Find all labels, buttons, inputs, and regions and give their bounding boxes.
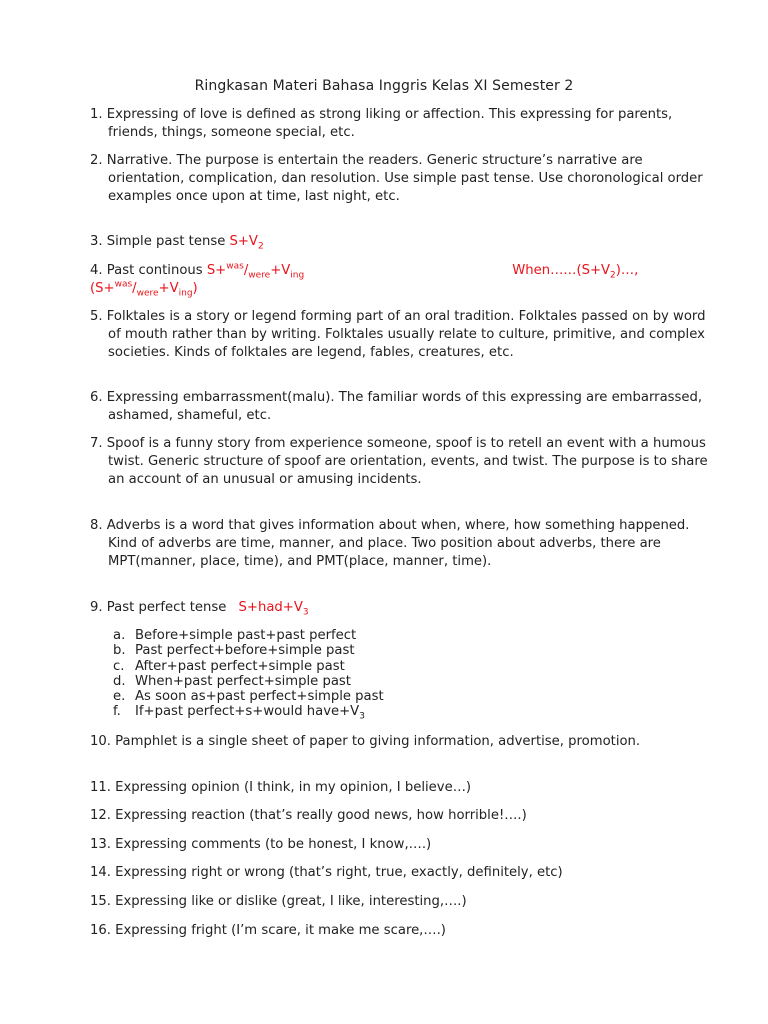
list-item-6: 6. Expressing embarrassment(malu). The familiar words of this expressing are embarrassed, ashamed, shameful, etc. bbox=[90, 390, 703, 423]
item-4-text: 4. Past continous bbox=[90, 263, 207, 278]
list-item-14: 14. Expressing right or wrong (that’s right, true, exactly, definitely, etc) bbox=[90, 865, 563, 880]
sub-item-d: d. When+past perfect+simple past bbox=[113, 673, 351, 689]
list-item-11: 11. Expressing opinion (I think, in my opinion, I believe…) bbox=[90, 780, 472, 795]
sub-item-c: c. After+past perfect+simple past bbox=[113, 658, 345, 674]
sub-item-a: a. Before+simple past+past perfect bbox=[113, 628, 357, 643]
sub-list bbox=[113, 628, 384, 723]
list-item-12: 12. Expressing reaction (that’s really good news, how horrible!….) bbox=[90, 808, 527, 823]
past-continous-formula: $S+^{was}/_{were}+V_{ing}$ bbox=[206, 261, 305, 281]
when-formula: $When\dots\dots(S+V_2)\dots$, bbox=[512, 263, 639, 281]
list-item-10: 10. Pamphlet is a single sheet of paper to giving information, advertise, promotion. bbox=[90, 734, 641, 749]
list-item-13: 13. Expressing comments (to be honest, I know,….) bbox=[90, 837, 432, 852]
item-9-text: 9. Past perfect tense bbox=[90, 600, 231, 615]
list-item-5: 5. Folktales is a story or legend forming part of an oral tradition. Folktales passed on by word of mouth rather than by writing. Folktales usually relate to culture, primitive, and complex societies. Kinds of folktales are legend, fables, creatures, etc. bbox=[90, 309, 706, 360]
item-3-text: 3. Simple past tense bbox=[90, 234, 230, 249]
sub-item-e: e. As soon as+past perfect+simple past bbox=[113, 689, 384, 705]
document-title: Ringkasan Materi Bahasa Inggris Kelas XI Semester 2 bbox=[194, 78, 574, 94]
list-item-7: 7. Spoof is a funny story from experience someone, spoof is to retell an event with a humous twist. Generic structure of spoof are orientation, events, and twist. The purpose is to share an account of an unusual or amusing incidents. bbox=[90, 436, 708, 487]
list-item-1: 1. Expressing of love is defined as strong liking or affection. This expressing for parents, friends, things, someone special, etc. bbox=[90, 107, 673, 140]
sub-item-b: b. Past perfect+before+simple past bbox=[113, 643, 355, 659]
past-continous-formula-line2: $(S+^{was}/_{were}+V_{ing})$ bbox=[90, 279, 198, 299]
list-item-4 bbox=[90, 262, 690, 298]
list-item-3 bbox=[90, 233, 708, 251]
list-item-15: 15. Expressing like or dislike (great, I like, interesting,….) bbox=[90, 894, 467, 909]
list-item-8: 8. Adverbs is a word that gives information about when, where, how something happened. Kind of adverbs are time, manner, and place. Two position about adverbs, there are MPT(manner, place, time), and PMT(place, manner, time). bbox=[90, 518, 690, 569]
list-item-2: 2. Narrative. The purpose is entertain the readers. Generic structure’s narrative are orientation, complication, dan resolution. Use simple past tense. Use choronological order examples once upon at time, last night, etc. bbox=[90, 153, 703, 204]
list-item-9 bbox=[90, 599, 708, 617]
past-perfect-formula: $S+had+V_3$ bbox=[238, 600, 309, 618]
list-item-16: 16. Expressing fright (I’m scare, it make me scare,….) bbox=[90, 923, 446, 938]
sub-item-f: f. If+past perfect+s+would $have+V_3$ bbox=[113, 704, 365, 723]
simple-past-formula: $S+V_2$ bbox=[229, 234, 264, 252]
